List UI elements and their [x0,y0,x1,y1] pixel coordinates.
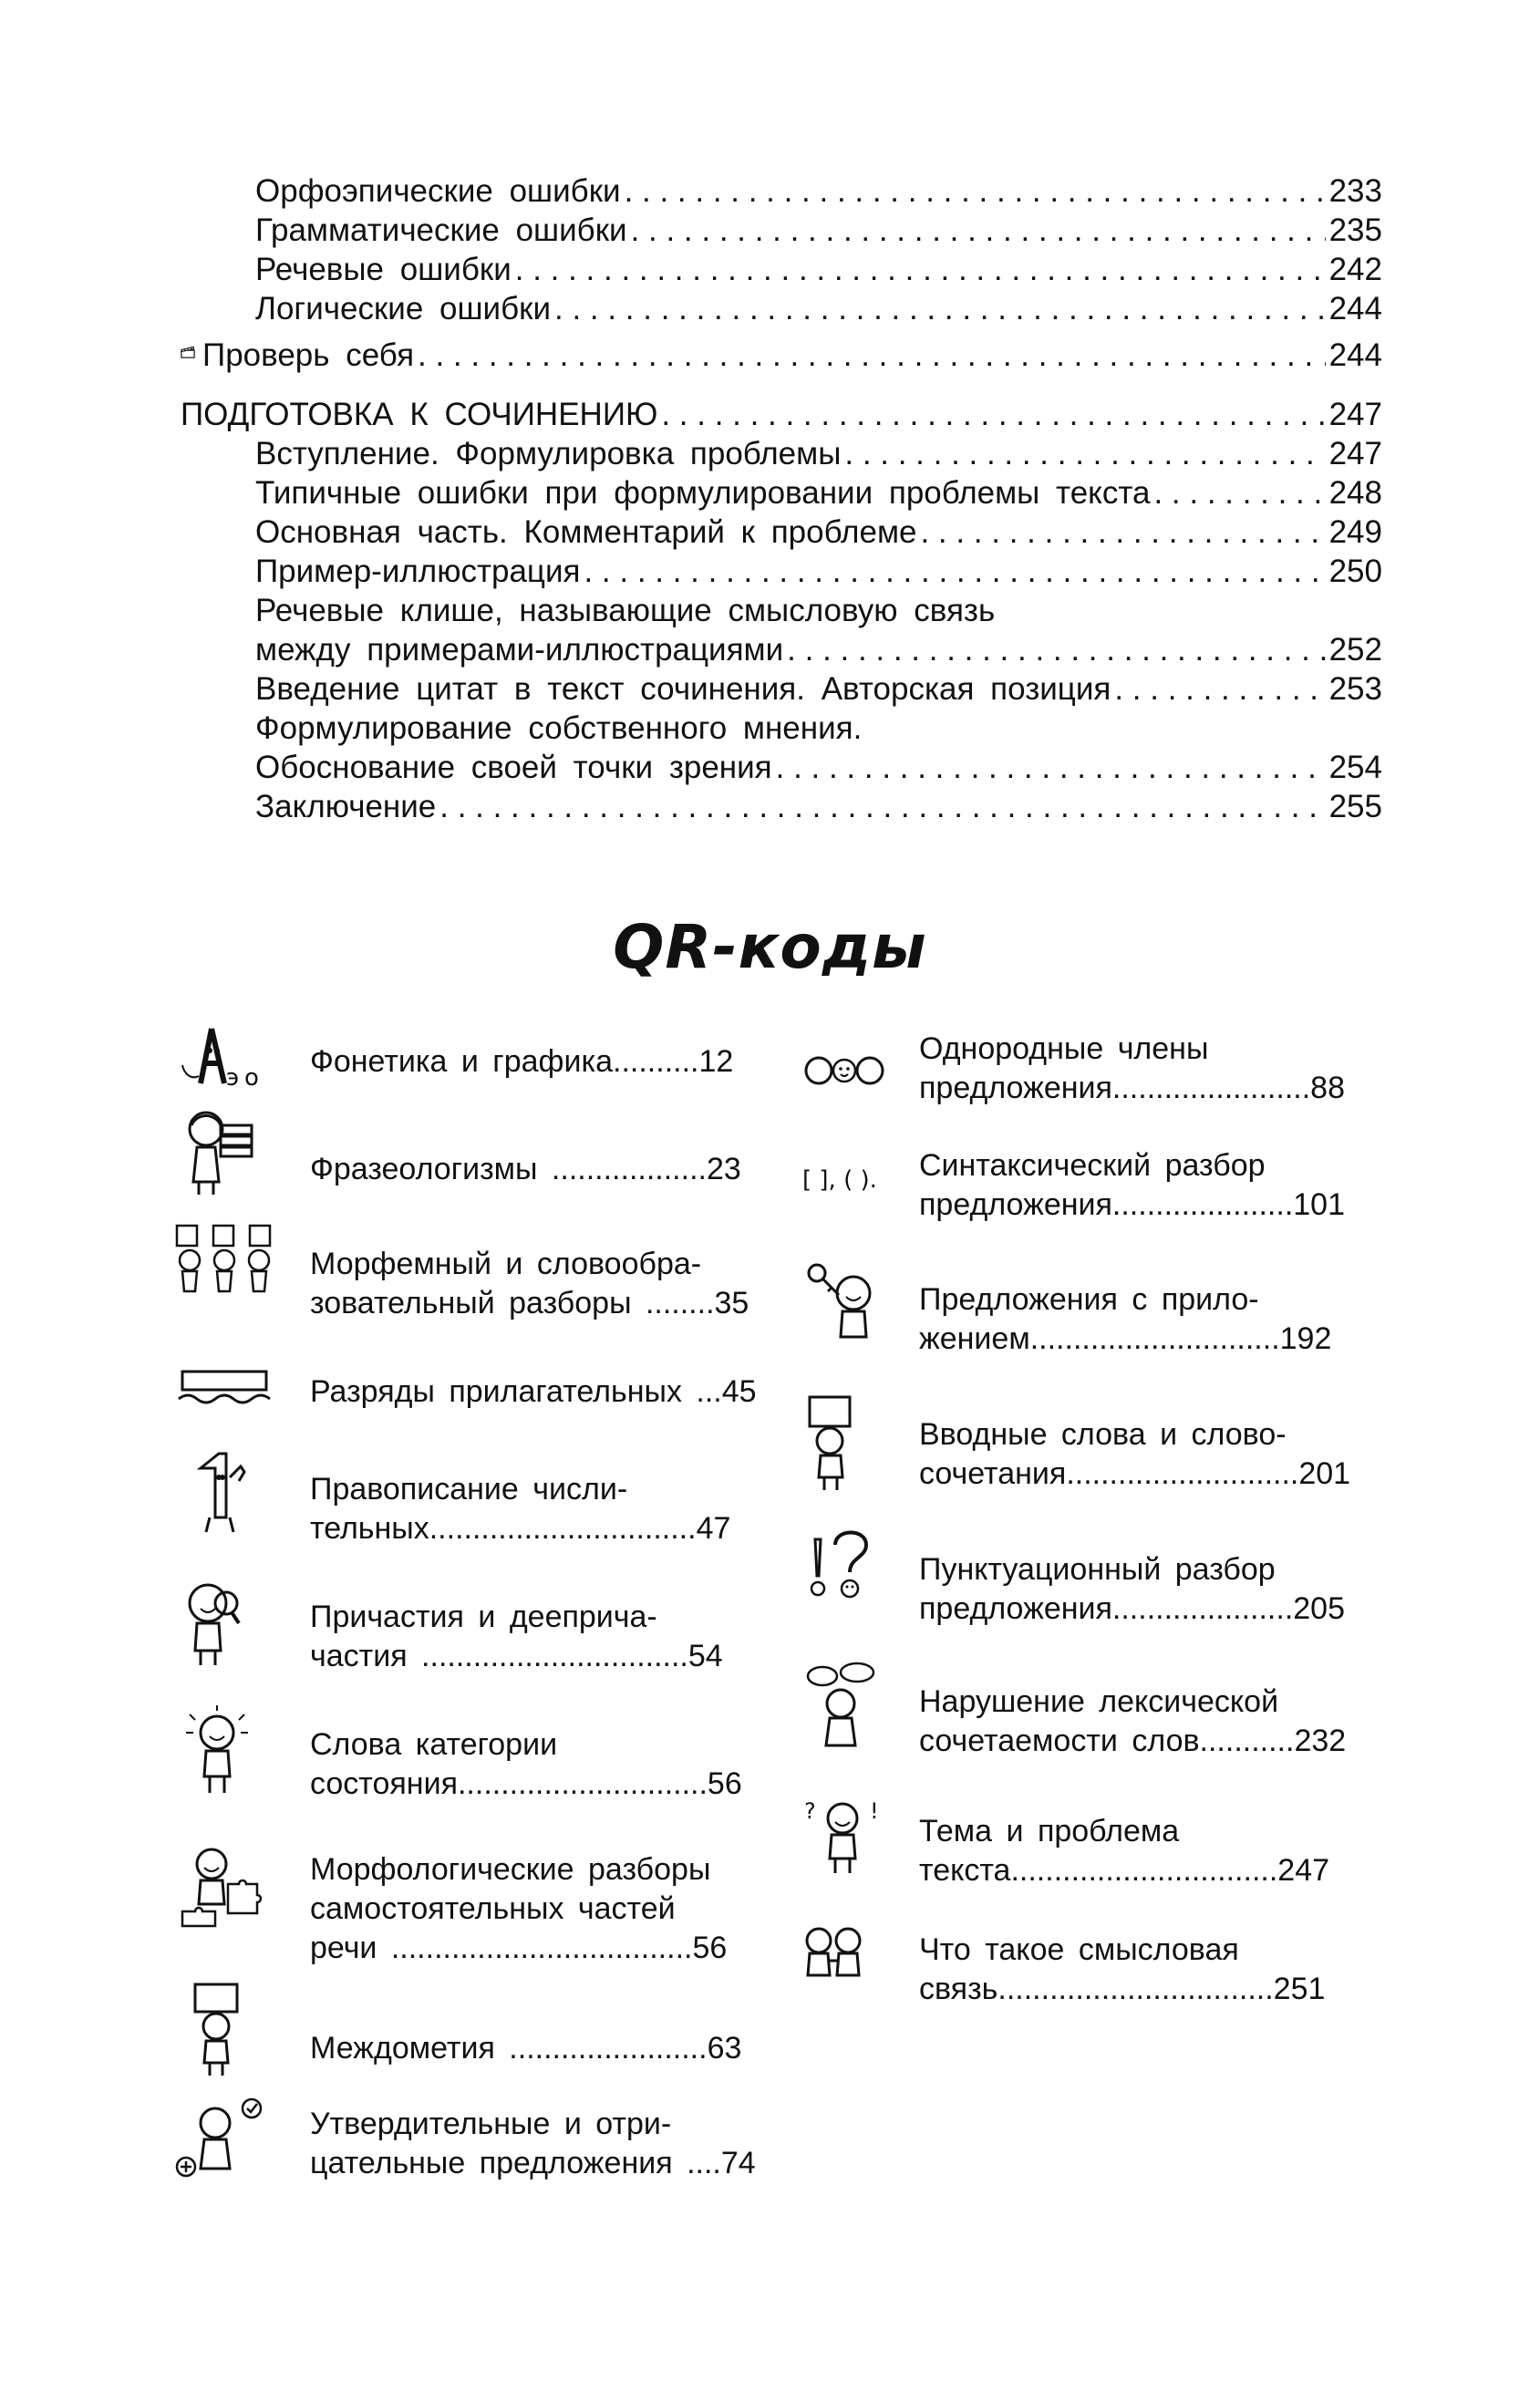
toc-page: 252 [1328,632,1382,668]
girl-with-speech-bubbles-icon [802,1662,912,1762]
qr-item[interactable] [802,1784,1386,1915]
toc-page: 242 [1328,252,1382,287]
qr-item-text: Причастия и дееприча- [310,1600,657,1634]
toc-title: Пример-иллюстрация [255,554,581,589]
toc-row[interactable] [181,789,1382,828]
qr-item-text: Утвердительные и отри- [310,2107,672,2141]
qr-item-text: Однородные члены [919,1031,1209,1066]
svg-text:о: о [244,1064,259,1092]
svg-text:э: э [226,1064,240,1092]
number-one-character-icon [173,1441,283,1541]
toc-title: между примерами-иллюстрациями [255,632,784,668]
qr-item[interactable] [173,1698,775,1828]
toc-row-section[interactable] [181,397,1382,436]
qr-item[interactable] [173,1102,775,1213]
toc-title: Введение цитат в текст сочинения. Авторская позиция [255,671,1111,707]
toc-page: 235 [1328,212,1382,248]
toc-row[interactable] [181,173,1382,212]
svg-text:?: ? [804,1798,816,1824]
circles-with-face-icon [802,1021,912,1122]
qr-item-text: Предложения с прило- [919,1282,1259,1317]
qr-item[interactable] [173,1984,775,2094]
boy-with-question-icon [802,1793,912,1893]
qr-item-text: предложения.....................101 [919,1187,1346,1222]
qr-item[interactable] [173,1828,775,1984]
qr-item-text: сочетаемости слов...........232 [919,1724,1347,1758]
toc-title: Основная часть. Комментарий к проблеме [255,514,917,550]
toc-row[interactable] [181,671,1382,710]
qr-item-text: Слова категории [310,1727,558,1762]
qr-item[interactable] [802,1517,1386,1652]
qr-item-text: Разряды прилагательных ...45 [310,1373,757,1409]
qr-item[interactable] [173,1443,775,1567]
toc-title: Орфоэпические ошибки [255,173,621,209]
qr-item-text: Тема и проблема [919,1814,1180,1848]
table-of-contents [181,173,1382,828]
toc-row-line[interactable] [181,710,1382,750]
qr-item-text: Фонетика и графика..........12 [310,1043,734,1079]
girl-with-plus-check-icon [173,2096,283,2196]
toc-title: Грамматические ошибки [255,212,627,248]
qr-item-text: цательные предложения ....74 [310,2146,756,2180]
qr-item-text: Правописание числи- [310,1472,628,1507]
toc-row-line[interactable] [181,593,1382,632]
toc-row[interactable] [181,514,1382,554]
qr-item-text: Морфемный и словообра- [310,1247,702,1281]
toc-page: 244 [1328,337,1382,373]
clapperboard-icon [181,338,195,366]
qr-item-text: сочетания...........................201 [919,1456,1351,1491]
qr-item-text: самостоятельных частей [310,1890,676,1926]
toc-title: Формулирование собственного мнения. [255,710,863,746]
letters-a-icon [173,1010,283,1111]
two-friends-icon [802,1919,912,2019]
qr-item[interactable] [802,1382,1386,1517]
boy-with-magnifier-icon [173,1574,283,1674]
toc-row[interactable] [181,750,1382,789]
qr-item[interactable] [173,1567,775,1698]
qr-item[interactable] [173,1213,775,1341]
qr-item[interactable] [173,1341,775,1443]
toc-title: Заключение [255,789,437,824]
qr-item-text: предложения.......................88 [919,1071,1345,1105]
toc-row[interactable] [181,554,1382,593]
boy-with-key-icon [802,1260,912,1361]
boy-with-board-icon [802,1393,912,1494]
qr-item[interactable] [802,1021,1386,1116]
qr-item-text: Синтаксический разбор [919,1148,1266,1183]
toc-page: 233 [1328,173,1382,209]
qr-item-text: состояния.............................56 [310,1766,742,1801]
toc-row-check-yourself[interactable] [181,337,1382,377]
toc-page: 255 [1328,789,1382,824]
toc-row[interactable] [181,212,1382,252]
happy-boy-icon [173,1703,283,1804]
qr-item[interactable] [173,1021,775,1102]
qr-item-text: Нарушение лексической [919,1684,1279,1719]
boy-with-puzzle-icon [173,1840,283,1941]
toc-title: Логические ошибки [255,291,552,326]
qr-item-text: речи ...................................56 [310,1930,728,1965]
qr-item-text: тельных...............................47 [310,1511,731,1546]
qr-item-text: текста...............................247 [919,1853,1330,1888]
toc-title: Типичные ошибки при формулировании проблемы текста [255,475,1151,511]
toc-page: 250 [1328,554,1382,589]
toc-page: 247 [1328,397,1382,432]
svg-text:[ ], ( ).: [ ], ( ). [802,1166,877,1194]
qr-list-right [802,1021,1386,2024]
wavy-underline-icon [173,1337,283,1437]
qr-item[interactable] [173,2094,775,2194]
qr-item[interactable] [802,1116,1386,1248]
toc-title: Обоснование своей точки зрения [255,750,772,785]
qr-item[interactable] [802,1652,1386,1784]
punctuation-faces-icon [802,1528,912,1629]
qr-item-text: связь................................251 [919,1972,1326,2006]
toc-page: 249 [1328,514,1382,550]
toc-page: 248 [1328,475,1382,511]
toc-title: Речевые ошибки [255,252,512,287]
qr-codes-heading: QR-коды [613,912,927,982]
toc-row[interactable] [181,436,1382,475]
qr-item[interactable] [802,1248,1386,1382]
qr-item-text: предложения.....................205 [919,1591,1346,1626]
toc-section-title: ПОДГОТОВКА К СОЧИНЕНИЮ [181,397,658,432]
qr-item-text: Морфологические разборы [310,1851,711,1887]
toc-row[interactable] [181,291,1382,330]
qr-item-text: Что такое смысловая [919,1932,1239,1967]
toc-row[interactable] [181,475,1382,514]
qr-item[interactable] [802,1915,1386,2024]
toc-page: 244 [1328,291,1382,326]
qr-item-text: Фразеологизмы ..................23 [310,1151,741,1186]
qr-item-text: Пунктуационный разбор [919,1552,1276,1587]
toc-title: Речевые клише, называющие смысловую связь [255,593,996,628]
toc-row[interactable] [181,252,1382,291]
toc-title: Вступление. Формулировка проблемы [255,436,842,471]
brackets-icon [802,1133,912,1233]
qr-item-text: Междометия .......................63 [310,2030,742,2066]
qr-item-text: зовательный разборы ........35 [310,1286,749,1320]
toc-title: Проверь себя [202,337,415,373]
toc-page: 247 [1328,436,1382,471]
qr-item-text: жением.............................192 [919,1321,1332,1356]
boy-with-sign-icon [173,1979,283,2079]
girl-with-books-icon [173,1103,283,1204]
qr-list-left [173,1021,775,2194]
toc-row[interactable] [181,632,1382,671]
svg-text:!: ! [870,1798,879,1824]
toc-page: 254 [1328,750,1382,785]
qr-item-text: Вводные слова и слово- [919,1417,1287,1452]
children-with-bags-icon [173,1218,283,1319]
qr-item-text: частия ...............................54 [310,1639,723,1673]
toc-page: 253 [1328,671,1382,707]
